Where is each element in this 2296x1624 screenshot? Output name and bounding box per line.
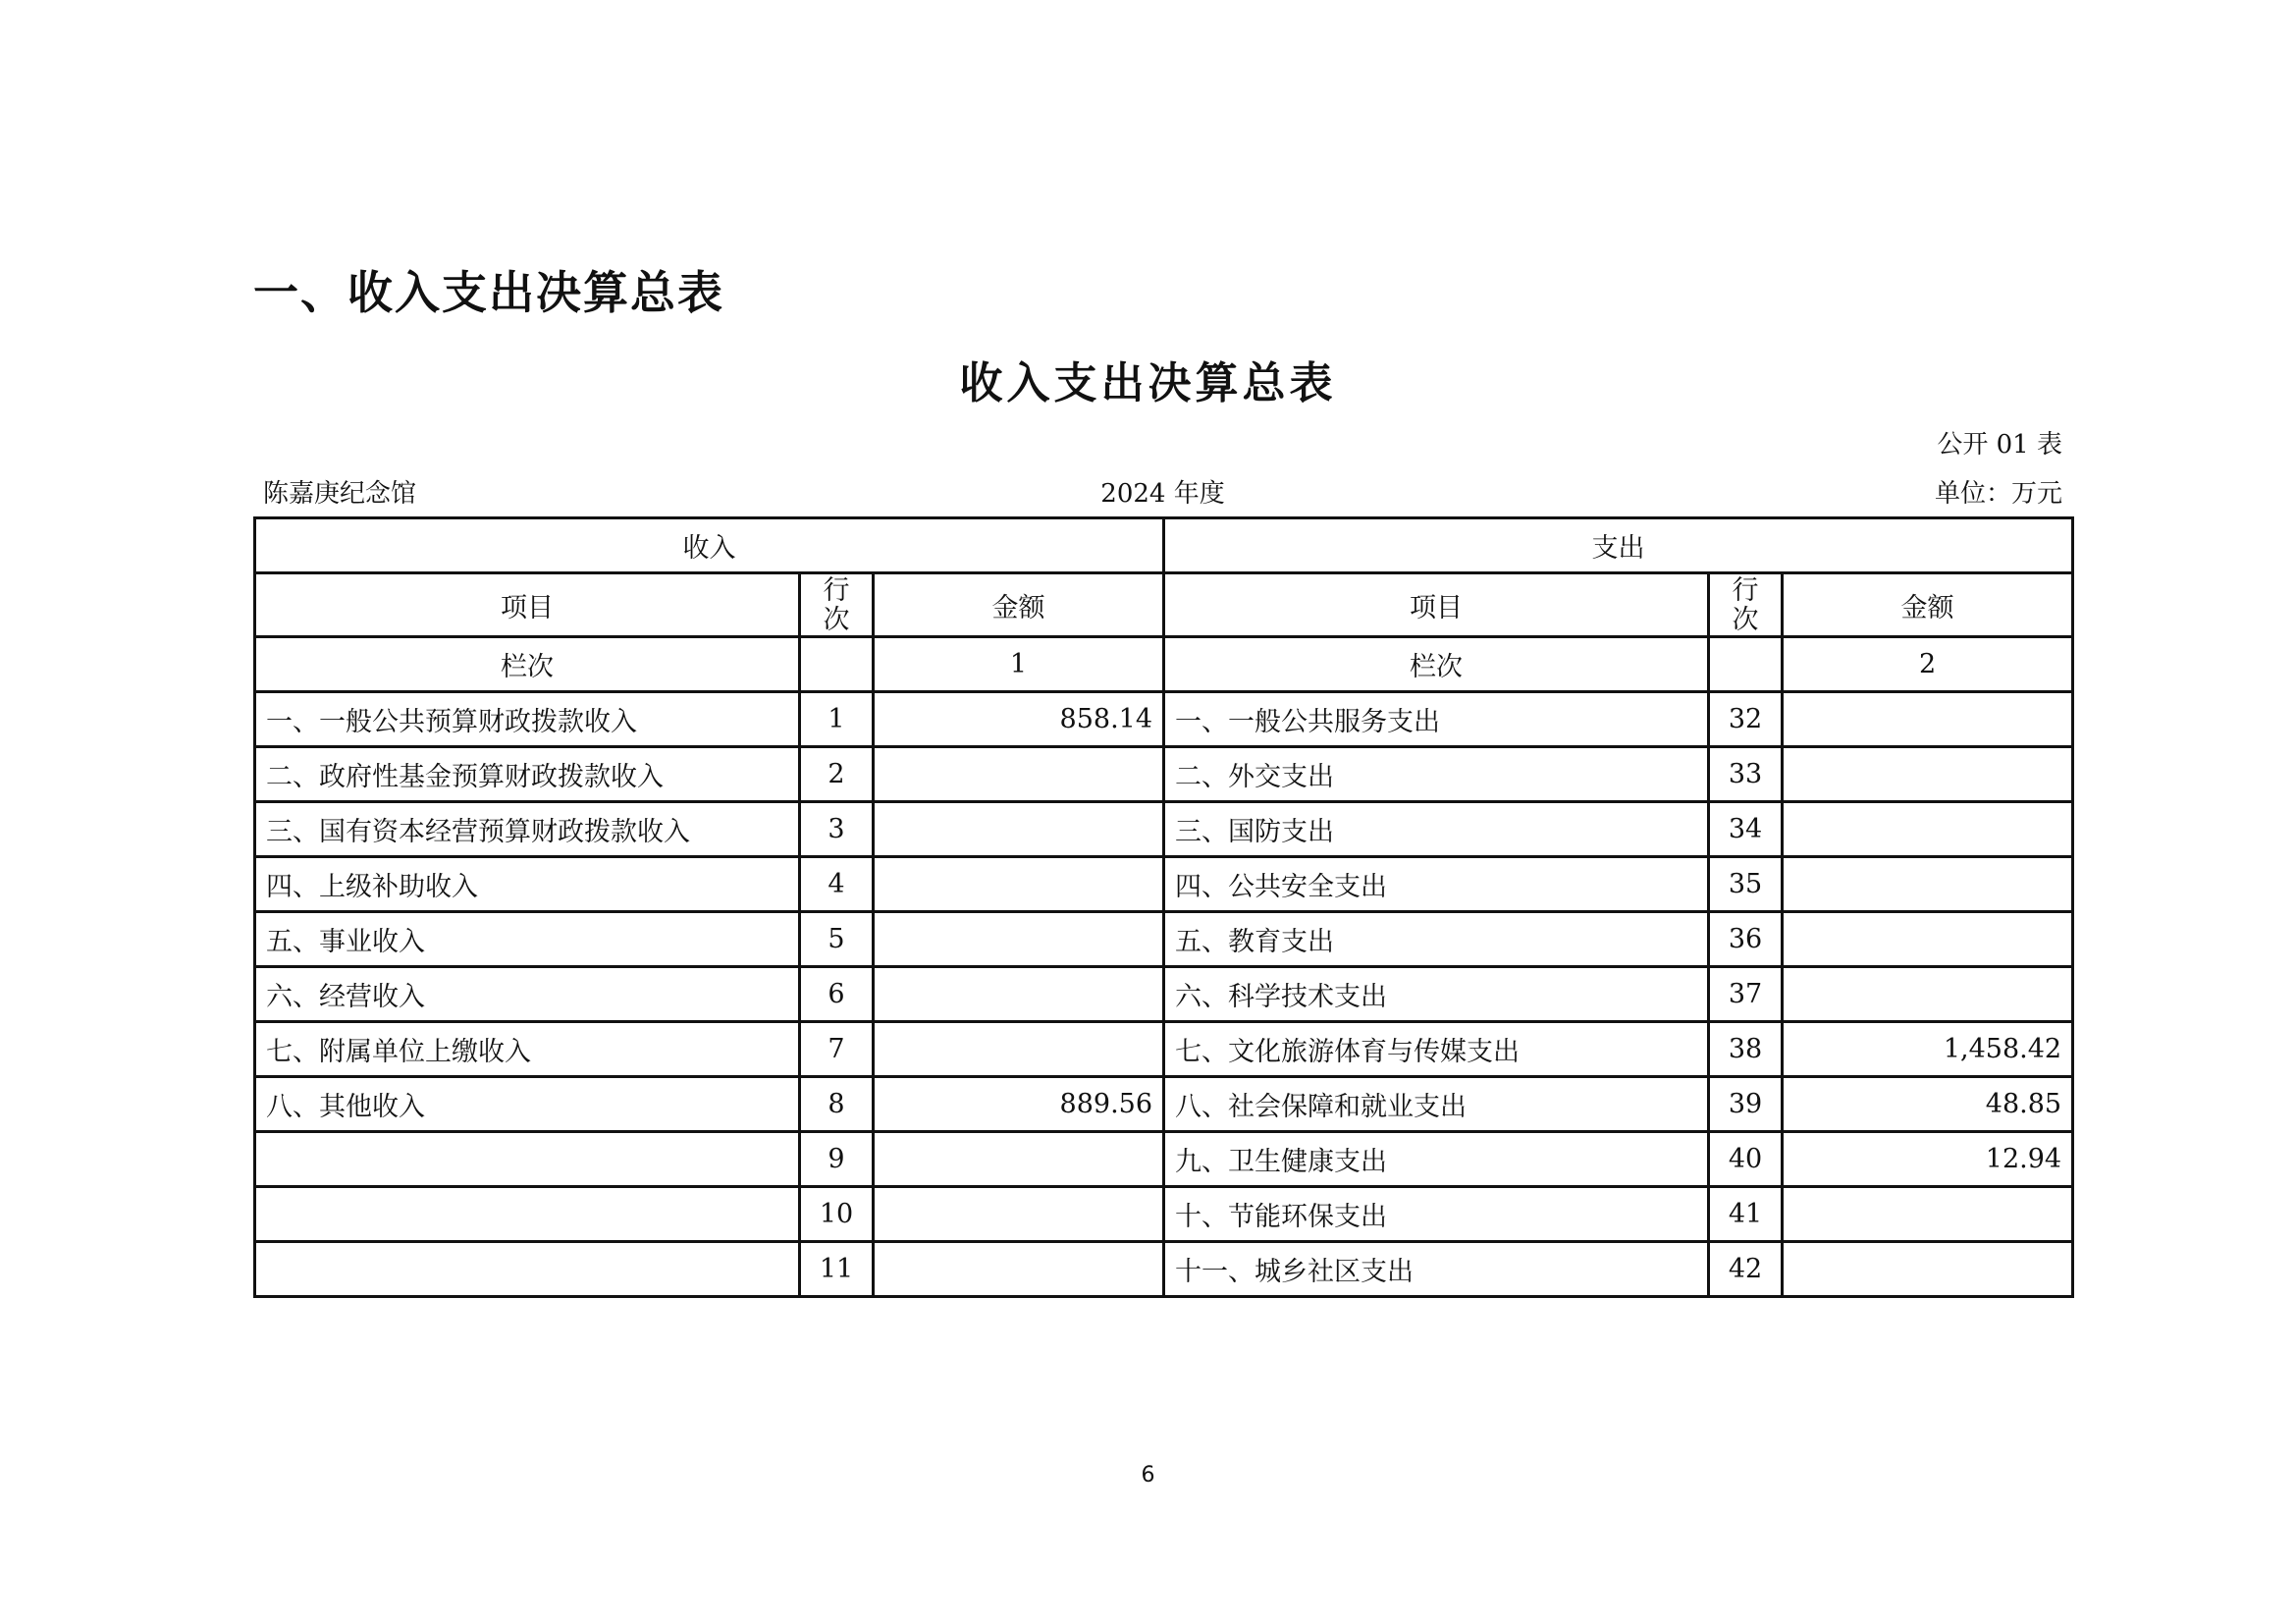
table-row bbox=[255, 692, 2073, 747]
table-row bbox=[255, 1242, 2073, 1297]
income-line-no: 7 bbox=[800, 1022, 874, 1077]
table-row bbox=[255, 802, 2073, 857]
expense-line-no: 33 bbox=[1709, 747, 1783, 802]
table-row bbox=[255, 857, 2073, 912]
expense-amount bbox=[1783, 912, 2073, 967]
income-item: 二、政府性基金预算财政拨款收入 bbox=[255, 747, 800, 802]
expense-item: 七、文化旅游体育与传媒支出 bbox=[1164, 1022, 1709, 1077]
expense-item: 二、外交支出 bbox=[1164, 747, 1709, 802]
form-code: 公开 01 表 bbox=[1937, 430, 2062, 460]
expense-item: 四、公共安全支出 bbox=[1164, 857, 1709, 912]
expense-group-header: 支出 bbox=[1164, 518, 2073, 573]
expense-line-no: 40 bbox=[1709, 1132, 1783, 1187]
expense-amount: 12.94 bbox=[1783, 1132, 2073, 1187]
column-header-row bbox=[255, 573, 2073, 637]
table-row bbox=[255, 967, 2073, 1022]
income-item: 三、国有资本经营预算财政拨款收入 bbox=[255, 802, 800, 857]
income-expense-table bbox=[253, 516, 2074, 1298]
expense-amount bbox=[1783, 1242, 2073, 1297]
income-amount bbox=[874, 1022, 1164, 1077]
expense-item: 九、卫生健康支出 bbox=[1164, 1132, 1709, 1187]
income-line-no: 10 bbox=[800, 1187, 874, 1242]
expense-line-no: 35 bbox=[1709, 857, 1783, 912]
expense-amount bbox=[1783, 967, 2073, 1022]
income-line-no: 3 bbox=[800, 802, 874, 857]
expense-column-label: 栏次 bbox=[1164, 637, 1709, 692]
income-amount bbox=[874, 747, 1164, 802]
expense-item: 十、节能环保支出 bbox=[1164, 1187, 1709, 1242]
expense-line-no: 38 bbox=[1709, 1022, 1783, 1077]
expense-amount bbox=[1783, 1187, 2073, 1242]
expense-line-no: 34 bbox=[1709, 802, 1783, 857]
section-heading: 一、收入支出决算总表 bbox=[253, 266, 724, 319]
income-item: 六、经营收入 bbox=[255, 967, 800, 1022]
fiscal-year: 2024 年度 bbox=[1100, 479, 1225, 509]
expense-item: 六、科学技术支出 bbox=[1164, 967, 1709, 1022]
group-header-row bbox=[255, 518, 2073, 573]
table-row bbox=[255, 1022, 2073, 1077]
income-line-no-header: 行次 bbox=[800, 573, 874, 637]
income-line-no: 8 bbox=[800, 1077, 874, 1132]
expense-column-index: 2 bbox=[1783, 637, 2073, 692]
expense-item: 一、一般公共服务支出 bbox=[1164, 692, 1709, 747]
currency-unit: 单位：万元 bbox=[1934, 479, 2062, 509]
expense-item: 八、社会保障和就业支出 bbox=[1164, 1077, 1709, 1132]
income-item: 四、上级补助收入 bbox=[255, 857, 800, 912]
expense-amount bbox=[1783, 857, 2073, 912]
expense-amount bbox=[1783, 692, 2073, 747]
meta-row bbox=[263, 473, 2062, 509]
expense-line-no-header: 行次 bbox=[1709, 573, 1783, 637]
income-amount bbox=[874, 802, 1164, 857]
income-item bbox=[255, 1242, 800, 1297]
column-index-row bbox=[255, 637, 2073, 692]
expense-amount-header: 金额 bbox=[1783, 573, 2073, 637]
expense-amount bbox=[1783, 802, 2073, 857]
income-column-index: 1 bbox=[874, 637, 1164, 692]
expense-line-no: 39 bbox=[1709, 1077, 1783, 1132]
table-row bbox=[255, 1132, 2073, 1187]
expense-line-no: 37 bbox=[1709, 967, 1783, 1022]
table-row bbox=[255, 747, 2073, 802]
income-group-header: 收入 bbox=[255, 518, 1164, 573]
income-line-no: 9 bbox=[800, 1132, 874, 1187]
income-line-no: 4 bbox=[800, 857, 874, 912]
income-item: 五、事业收入 bbox=[255, 912, 800, 967]
expense-column-index-blank bbox=[1709, 637, 1783, 692]
expense-item: 三、国防支出 bbox=[1164, 802, 1709, 857]
income-amount-header: 金额 bbox=[874, 573, 1164, 637]
expense-item: 五、教育支出 bbox=[1164, 912, 1709, 967]
page-number: 6 bbox=[1141, 1463, 1155, 1488]
income-item-header: 项目 bbox=[255, 573, 800, 637]
income-line-no: 2 bbox=[800, 747, 874, 802]
income-item: 八、其他收入 bbox=[255, 1077, 800, 1132]
income-item bbox=[255, 1187, 800, 1242]
income-amount bbox=[874, 1187, 1164, 1242]
table-title: 收入支出决算总表 bbox=[959, 358, 1337, 408]
income-column-index-blank bbox=[800, 637, 874, 692]
organization-name: 陈嘉庚纪念馆 bbox=[263, 479, 417, 509]
expense-amount bbox=[1783, 747, 2073, 802]
expense-line-no: 32 bbox=[1709, 692, 1783, 747]
income-item bbox=[255, 1132, 800, 1187]
expense-amount: 1,458.42 bbox=[1783, 1022, 2073, 1077]
income-amount bbox=[874, 912, 1164, 967]
table-row bbox=[255, 1077, 2073, 1132]
expense-item-header: 项目 bbox=[1164, 573, 1709, 637]
income-column-label: 栏次 bbox=[255, 637, 800, 692]
expense-amount: 48.85 bbox=[1783, 1077, 2073, 1132]
table-row bbox=[255, 912, 2073, 967]
table-row bbox=[255, 1187, 2073, 1242]
income-line-no: 6 bbox=[800, 967, 874, 1022]
income-line-no: 11 bbox=[800, 1242, 874, 1297]
expense-line-no: 42 bbox=[1709, 1242, 1783, 1297]
income-amount: 858.14 bbox=[874, 692, 1164, 747]
income-amount bbox=[874, 1132, 1164, 1187]
expense-line-no: 41 bbox=[1709, 1187, 1783, 1242]
expense-line-no: 36 bbox=[1709, 912, 1783, 967]
income-item: 七、附属单位上缴收入 bbox=[255, 1022, 800, 1077]
income-line-no: 1 bbox=[800, 692, 874, 747]
expense-item: 十一、城乡社区支出 bbox=[1164, 1242, 1709, 1297]
income-item: 一、一般公共预算财政拨款收入 bbox=[255, 692, 800, 747]
income-amount: 889.56 bbox=[874, 1077, 1164, 1132]
income-amount bbox=[874, 857, 1164, 912]
income-amount bbox=[874, 1242, 1164, 1297]
income-amount bbox=[874, 967, 1164, 1022]
income-line-no: 5 bbox=[800, 912, 874, 967]
